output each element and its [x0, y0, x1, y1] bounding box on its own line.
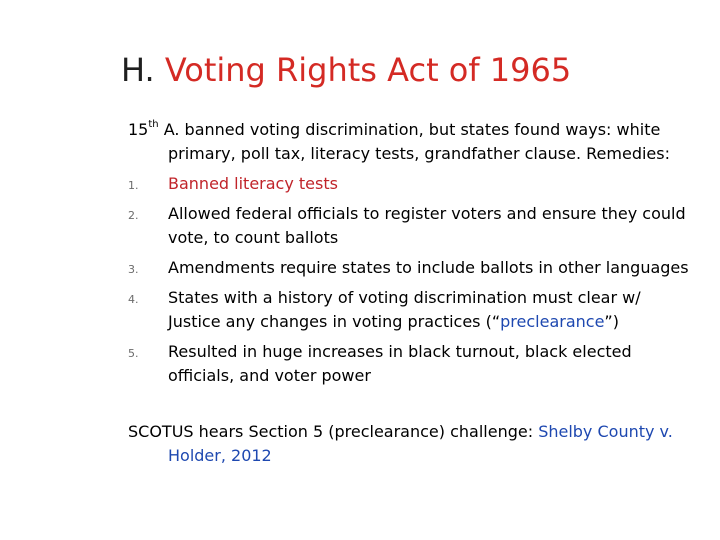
slide-title	[121, 48, 571, 92]
list-item	[128, 256, 698, 280]
preclearance-term: preclearance	[500, 312, 605, 331]
intro-ordinal: 15	[128, 120, 149, 139]
scotus-text: SCOTUS hears Section 5 (preclearance) challenge:	[128, 422, 539, 441]
list-item	[128, 202, 698, 250]
case-name: Shelby County v. Holder, 2012	[168, 422, 673, 465]
list-item-text-before: States with a history of voting discrimination must clear w/ Justice any changes in voting practices (“	[168, 288, 641, 331]
scotus-paragraph	[128, 420, 698, 468]
list-item-text: Amendments require states to include ballots in other languages	[168, 258, 689, 277]
list-item-number: 4.	[128, 293, 139, 306]
title-main: Voting Rights Act of 1965	[164, 51, 572, 89]
list-item-number: 3.	[128, 263, 139, 276]
title-prefix: H.	[121, 51, 155, 89]
list-item	[128, 340, 698, 388]
list-item-number: 5.	[128, 347, 139, 360]
intro-paragraph	[128, 118, 698, 166]
list-item-number: 1.	[128, 179, 139, 192]
list-item-text: Banned literacy tests	[168, 174, 338, 193]
list-item-text: Resulted in huge increases in black turnout, black elected officials, and voter power	[168, 342, 632, 385]
intro-ordinal-suffix: th	[148, 118, 159, 130]
remedies-list	[128, 172, 698, 388]
list-item-text-after: ”)	[604, 312, 619, 331]
list-item-text: Allowed federal officials to register voters and ensure they could vote, to count ballots	[168, 204, 686, 247]
intro-text: A. banned voting discrimination, but states found ways: white primary, poll tax, literacy tests, grandfather clause. Remedies:	[158, 120, 670, 163]
list-item-number: 2.	[128, 209, 139, 222]
list-item	[128, 172, 698, 196]
list-item	[128, 286, 698, 334]
slide-body	[128, 118, 698, 468]
